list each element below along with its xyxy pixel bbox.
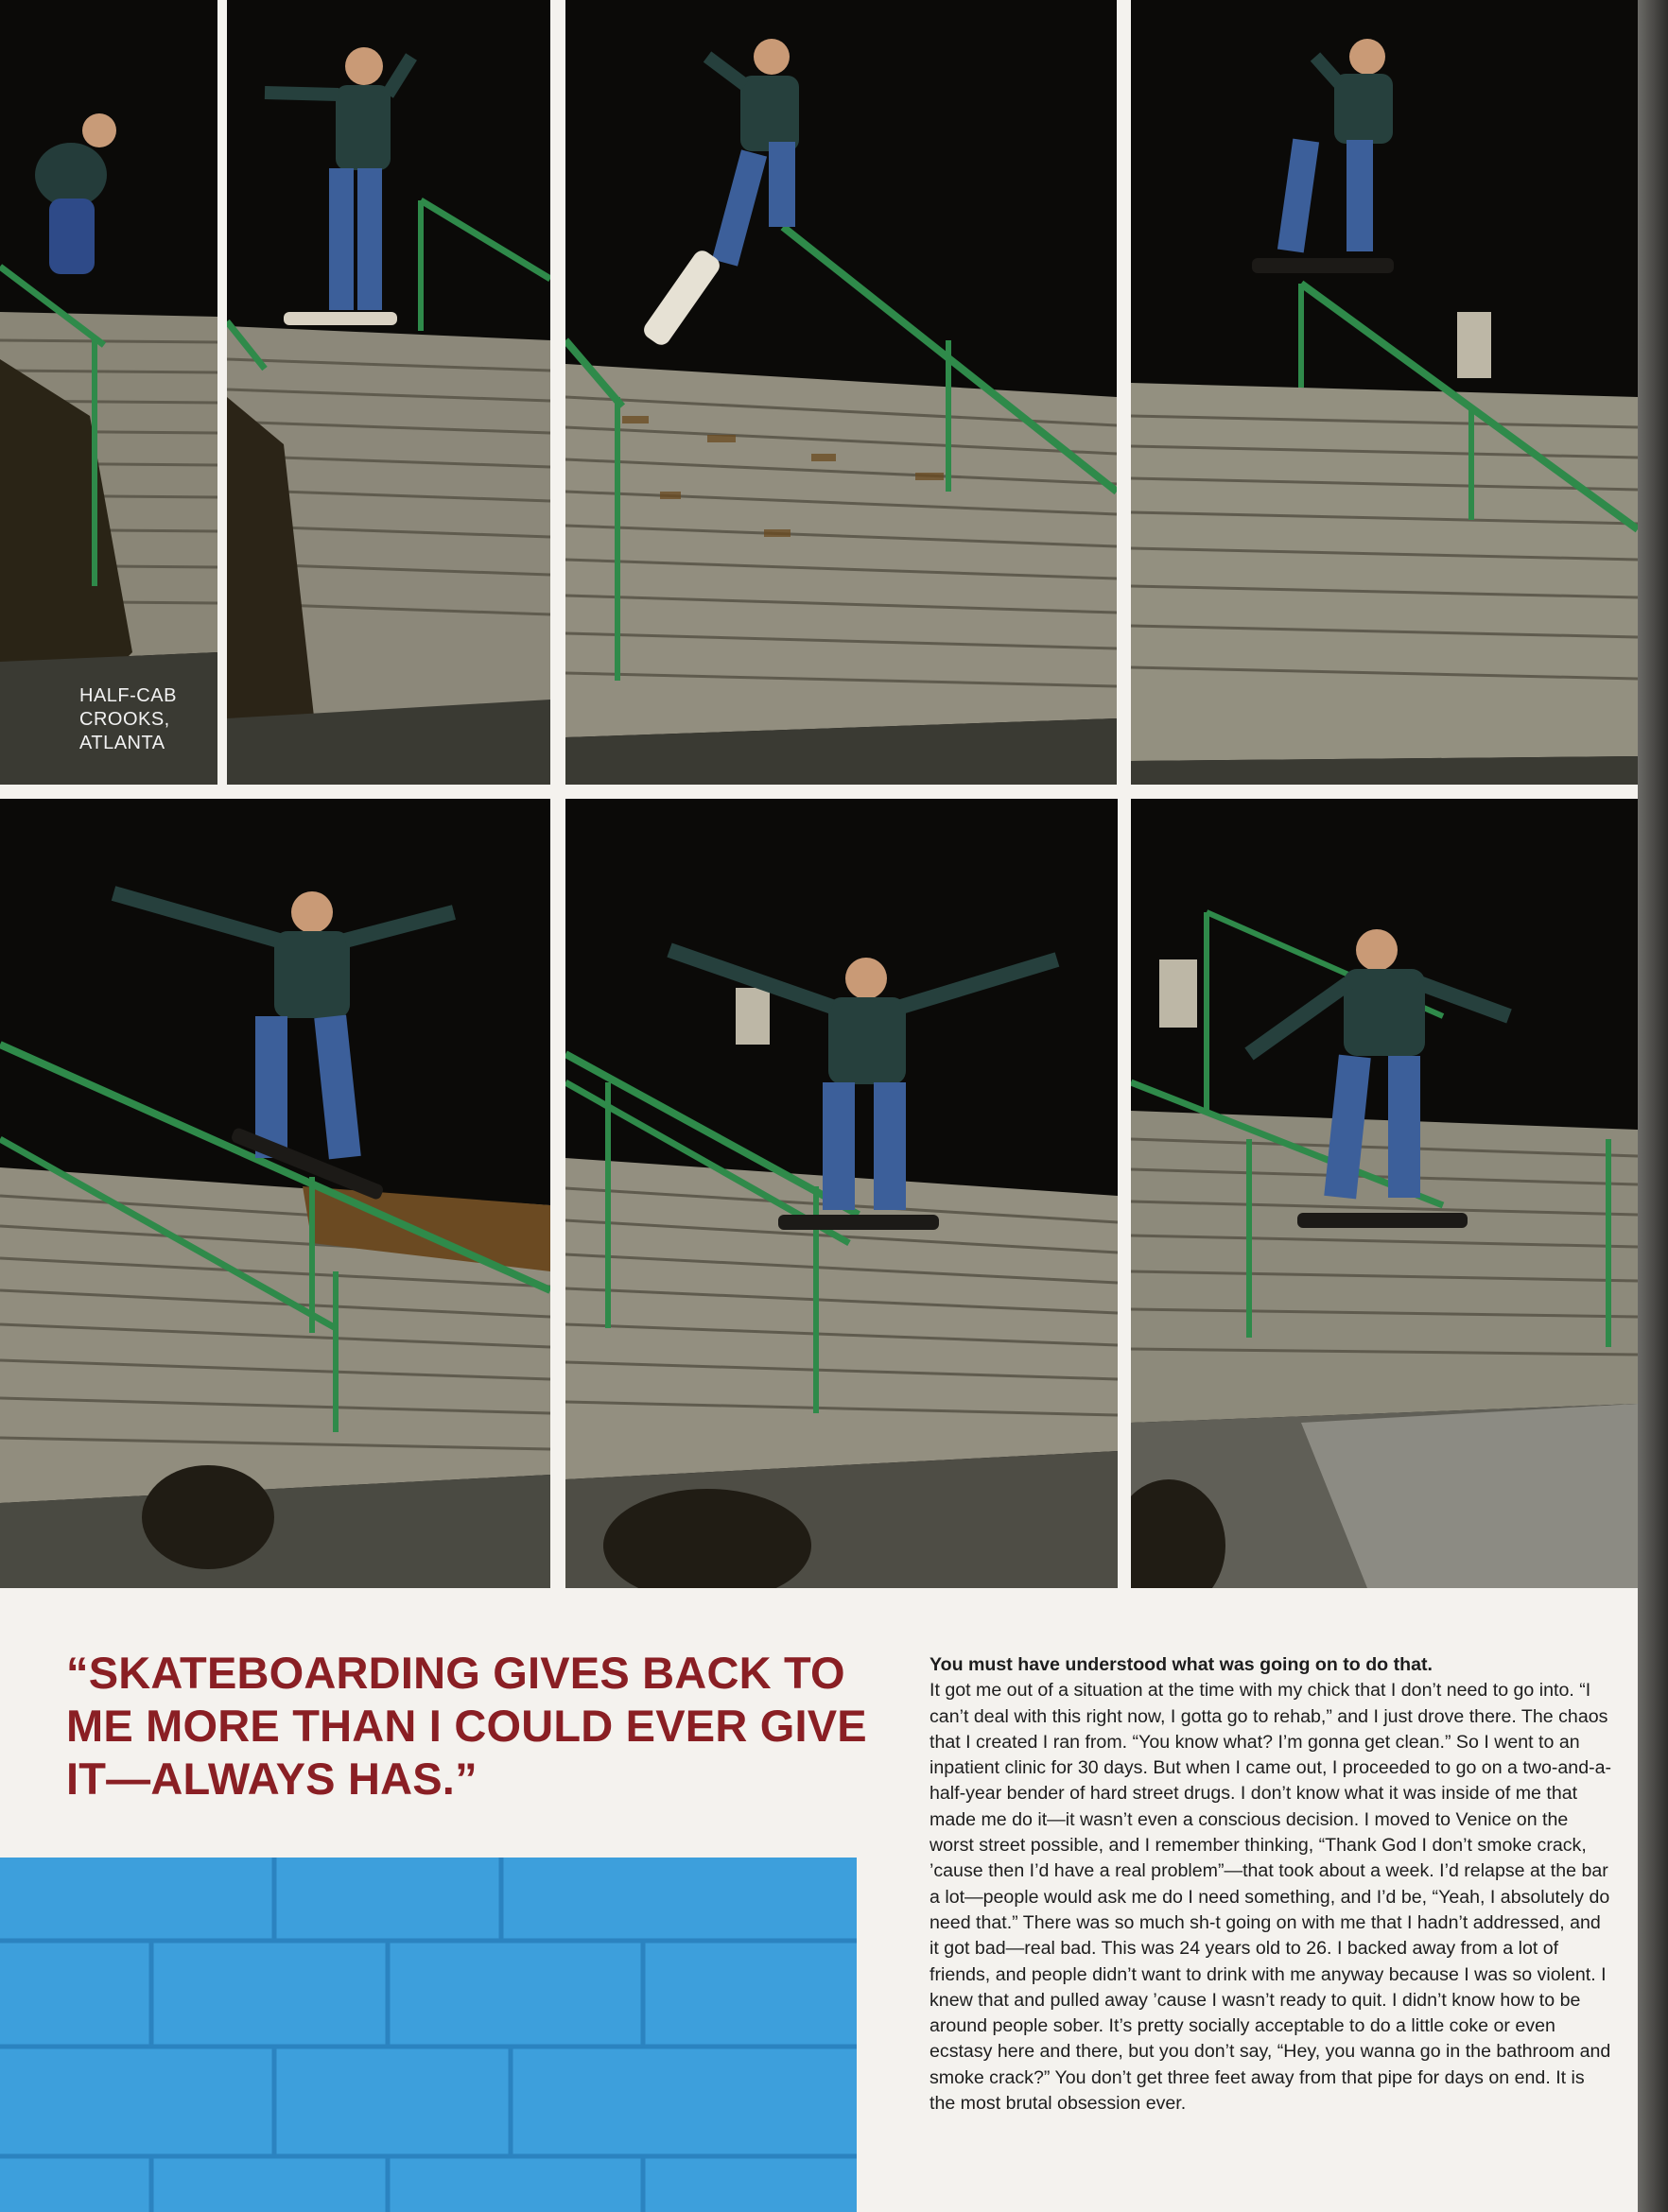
photo-frame-3 xyxy=(565,0,1117,785)
interview-answer: It got me out of a situation at the time with my chick that I don’t need to go into. “I can’t deal with this right now, I gotta go to rehab,” and I just drove there. The chaos that I created I ran from. “You know what? I’m gonna get clean.” So I went to an inpatient clinic for 30 days. But when I came out, I proceeded to go on a two-and-a-half-year bender of hard street drugs. I don’t know what it was inside of me that made me do it—it wasn’t even a conscious decision. I moved to Venice on the worst street possible, and I remember thinking, “Thank God I don’t smoke crack, ’cause then I’d have a real problem”—that took about a week. I’d relapse at the bar a lot—people would ask me do I need something, and I’d be, “Yeah, I absolutely do need that.” There was so much sh-t going on with me that I hadn’t addressed, and it got bad—real bad. This was 24 years old to 26. I backed away from a lot of friends, and people didn’t want to drink with me anyway because I was so violent. I knew that and pulled away ’cause I wasn’t ready to quit. I didn’t know how to be around people sober. It’s pretty socially acceptable to do a little coke or even ecstasy here and there, but you don’t say, “Hey, you wanna go in the bathroom and smoke crack?” You don’t get three feet away from that pipe for days on end. It is the most brutal obsession ever. xyxy=(930,1680,1612,2115)
caption-line: HALF-CAB xyxy=(79,685,177,706)
page-binding-shadow xyxy=(1638,0,1668,2212)
photo-frame-5 xyxy=(0,799,550,1588)
caption-line: ATLANTA xyxy=(79,733,165,753)
photo-frame-2 xyxy=(227,0,550,785)
photo-frame-4 xyxy=(1131,0,1638,785)
photo-frame-1 xyxy=(0,0,217,785)
photo-caption xyxy=(79,684,212,755)
interview-body xyxy=(930,1652,1612,2117)
pull-quote: “SKATEBOARDING GIVES BACK TO ME MORE THAN I COULD EVER GIVE IT—ALWAYS HAS.” xyxy=(66,1648,867,1804)
photo-frame-6 xyxy=(565,799,1118,1588)
blue-brick-wall-photo xyxy=(0,1858,857,2212)
caption-line: CROOKS, xyxy=(79,709,170,730)
interview-question: You must have understood what was going on to do that. xyxy=(930,1654,1433,1675)
photo-frame-7 xyxy=(1131,799,1638,1588)
